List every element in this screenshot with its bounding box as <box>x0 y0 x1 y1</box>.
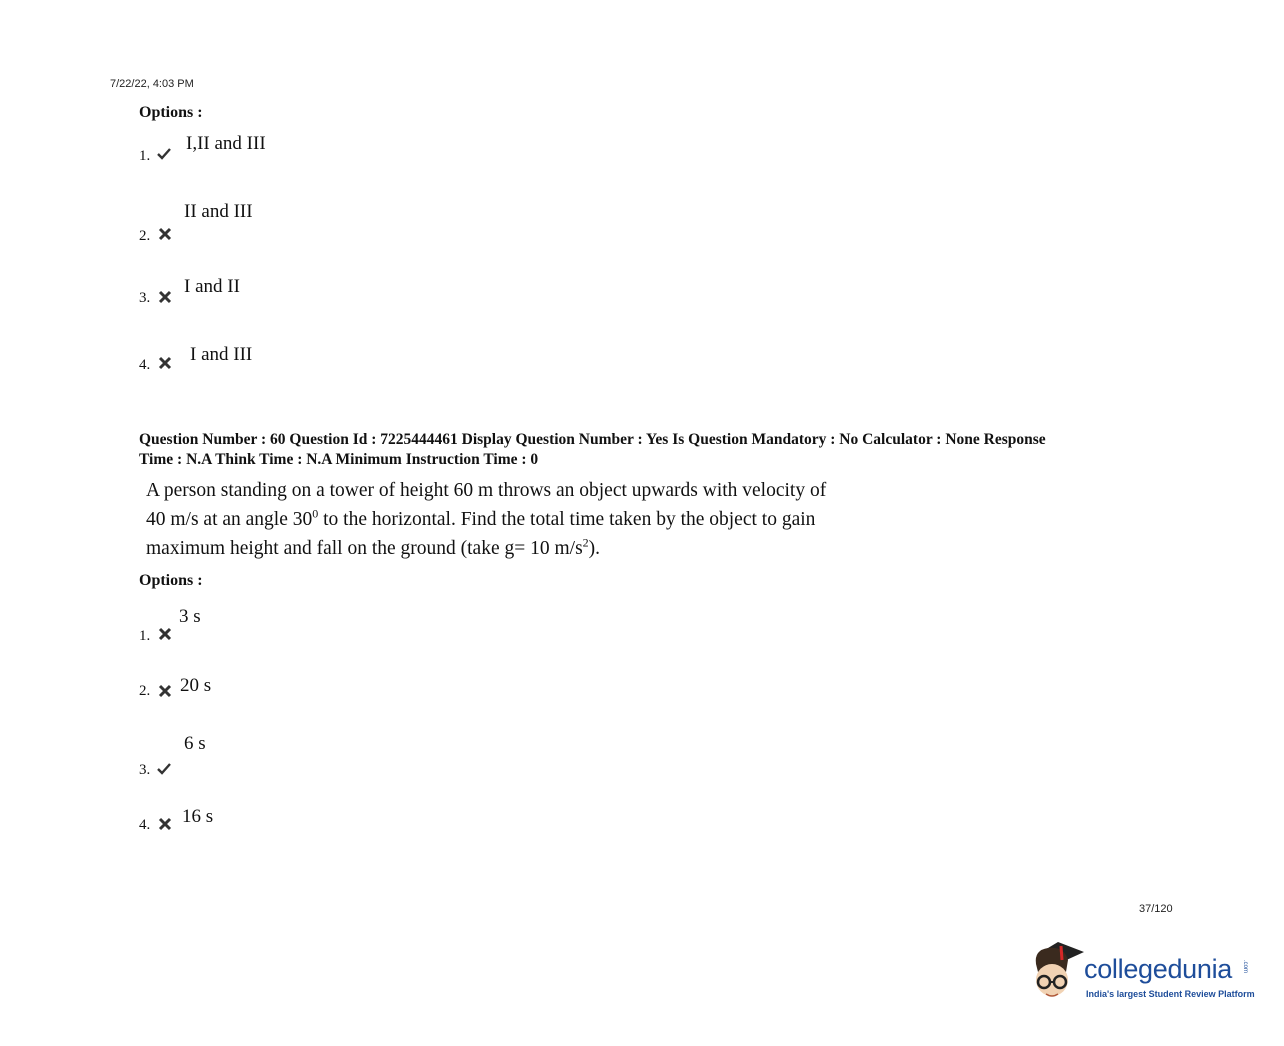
option-text: 16 s <box>182 806 214 827</box>
option-text: I and III <box>190 344 253 365</box>
option-text: 20 s <box>180 675 212 696</box>
question-text-line: A person standing on a tower of height 60 m throws an object upwards with velocity of <box>146 480 827 501</box>
cross-icon <box>158 817 172 831</box>
superscript: 0 <box>312 506 319 521</box>
option-number: 1. <box>139 148 151 164</box>
cross-icon <box>158 290 172 304</box>
question-text-line <box>146 505 946 534</box>
text-run: 40 m/s at an angle 30 <box>146 509 313 530</box>
text-run: maximum height and fall on the ground (take g= 10 m/s <box>146 538 583 559</box>
option-number: 1. <box>139 628 151 644</box>
cross-icon <box>158 227 172 241</box>
logo-wordmark: collegedunia <box>1084 954 1233 984</box>
option-text: 3 s <box>179 606 201 627</box>
collegedunia-logo <box>1024 938 1254 1008</box>
options-label: Options : <box>139 104 203 121</box>
text-run: to the horizontal. Find the total time taken by the object to gain <box>318 509 816 530</box>
question-text-line <box>146 534 946 563</box>
logo-dotcom: .com <box>1242 960 1248 974</box>
option-text: II and III <box>184 201 253 222</box>
options-label: Options : <box>139 572 203 589</box>
option-text: I and II <box>184 276 240 297</box>
question-meta-line: Time : N.A Think Time : N.A Minimum Instruction Time : 0 <box>139 451 539 468</box>
option-number: 3. <box>139 290 151 306</box>
page-number: 37/120 <box>1139 903 1173 915</box>
cross-icon <box>158 684 172 698</box>
logo-tagline: India's largest Student Review Platform <box>1086 989 1255 999</box>
check-icon <box>157 762 171 776</box>
text-run: ). <box>588 538 601 559</box>
superscript: 2 <box>582 535 589 550</box>
question-meta-line: Question Number : 60 Question Id : 7225444461 Display Question Number : Yes Is Question Mandatory : No Calculator : None Response <box>139 431 1046 448</box>
option-number: 2. <box>139 683 151 699</box>
option-text: 6 s <box>184 733 206 754</box>
cross-icon <box>158 627 172 641</box>
cross-icon <box>158 356 172 370</box>
option-text: I,II and III <box>186 133 266 154</box>
print-datetime: 7/22/22, 4:03 PM <box>110 78 194 90</box>
check-icon <box>157 147 171 161</box>
question-text <box>146 476 946 563</box>
option-number: 4. <box>139 357 151 373</box>
mascot-icon <box>1024 938 1086 1006</box>
option-number: 3. <box>139 762 151 778</box>
option-number: 4. <box>139 817 151 833</box>
option-number: 2. <box>139 228 151 244</box>
question-meta <box>139 430 1169 470</box>
